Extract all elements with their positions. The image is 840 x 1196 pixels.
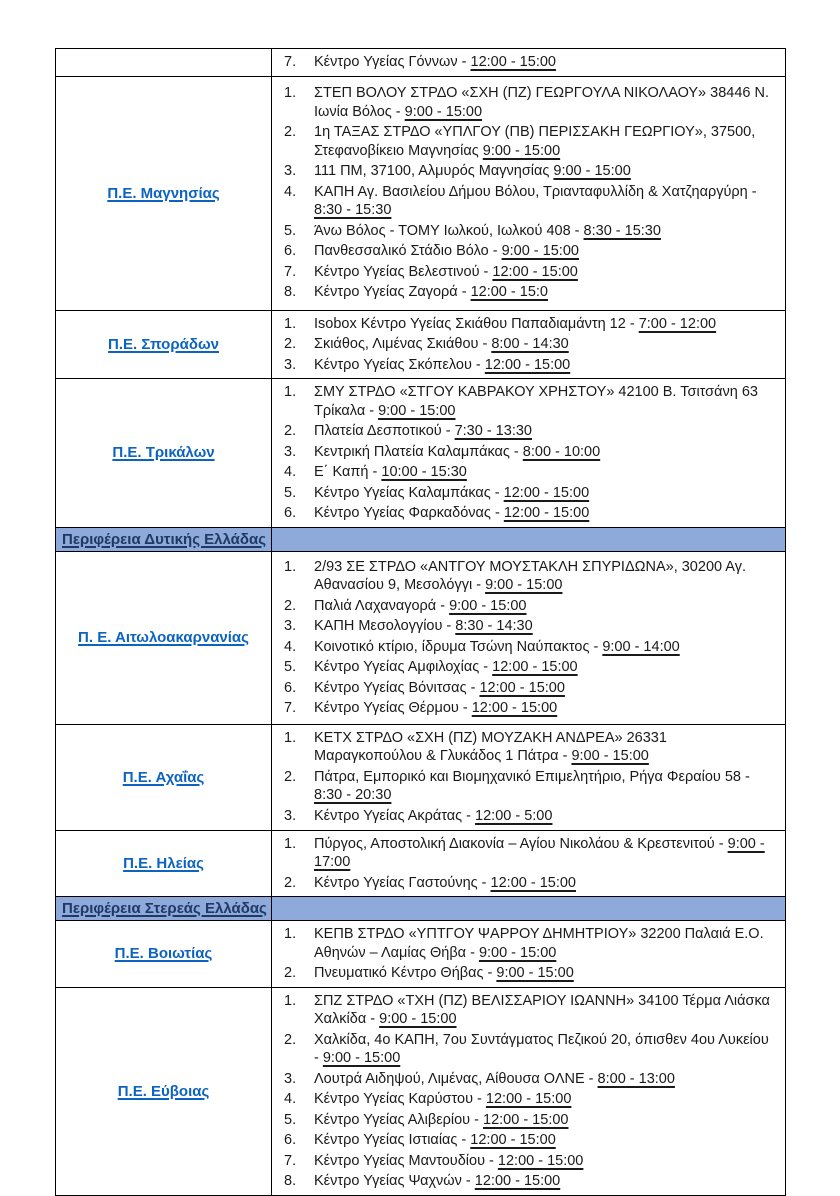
list-item xyxy=(284,123,777,160)
item-text xyxy=(314,1031,777,1068)
location-name: Κέντρο Υγείας Ακράτας - xyxy=(314,807,476,824)
item-number: 5. xyxy=(284,484,297,501)
location-name: ΣΜΥ ΣΤΡΔΟ «ΣΤΓΟΥ ΚΑΒΡΑΚΟΥ ΧΡΗΣΤΟΥ» 42100 Β. Τσιτσάνη 63 Τρίκαλα - xyxy=(314,384,758,419)
item-text xyxy=(314,597,777,616)
table-row xyxy=(56,987,785,1195)
item-number: 6. xyxy=(284,505,297,521)
location-name: 2/93 ΣΕ ΣΤΡΔΟ «ΑΝΤΓΟΥ ΜΟΥΣΤΑΚΛΗ ΣΠΥΡΙΔΩΝΑ», 30200 Αγ. Αθανασίου 9, Μεσολόγγι - xyxy=(314,558,746,593)
location-name: Πλατεία Δεσποτικού - xyxy=(314,423,455,439)
location-name: Πνευματικό Κέντρο Θήβας - xyxy=(314,965,497,981)
item-text xyxy=(314,558,777,595)
item-time: 8:30 - 15:30 xyxy=(314,202,392,219)
location-name: Κέντρο Υγείας Ζαγορά - xyxy=(314,284,471,301)
item-text xyxy=(314,53,777,72)
item-time: 12:00 - 15:00 xyxy=(484,356,571,373)
list-item xyxy=(284,807,777,826)
item-number: 1. xyxy=(284,729,297,746)
item-time: 10:00 - 15:30 xyxy=(381,464,467,480)
location-name: Κέντρο Υγείας Γαστούνης - xyxy=(314,874,491,891)
item-time: 9:00 - 15:00 xyxy=(496,965,574,981)
list-item xyxy=(284,263,777,282)
item-text xyxy=(314,874,777,893)
item-number: 2. xyxy=(284,874,297,891)
item-number: 1. xyxy=(284,835,297,852)
item-number: 8. xyxy=(284,284,297,301)
location-name: ΣΤΕΠ ΒΟΛΟΥ ΣΤΡΔΟ «ΣΧΗ (ΠΖ) ΓΕΩΡΓΟΥΛΑ ΝΙΚΟΛΑΟΥ» 38446 Ν. Ιωνία Βόλος - xyxy=(314,85,769,120)
region-link[interactable]: Π.Ε. Μαγνησίας xyxy=(107,184,220,202)
item-text xyxy=(314,964,777,983)
list-item xyxy=(284,1152,777,1171)
item-text xyxy=(314,222,777,241)
location-name: Κέντρο Υγείας Μαντουδίου - xyxy=(314,1152,498,1169)
location-name: ΚΕΤΧ ΣΤΡΔΟ «ΣΧΗ (ΠΖ) ΜΟΥΖΑΚΗ ΑΝΔΡΕΑ» 26331 Μαραγκοπούλου & Γλυκάδος 1 Πάτρα - xyxy=(314,729,667,765)
list-item xyxy=(284,1090,777,1109)
location-name: Κέντρο Υγείας Θέρμου - xyxy=(314,700,472,716)
item-number: 1. xyxy=(284,384,297,400)
item-number: 1. xyxy=(284,992,297,1009)
region-cell xyxy=(56,725,272,830)
item-number: 4. xyxy=(284,638,297,655)
location-name: Ε΄ Καπή - xyxy=(314,464,382,480)
item-text xyxy=(314,504,777,523)
list-item xyxy=(284,242,777,261)
item-number: 3. xyxy=(284,1070,297,1087)
item-number: 1. xyxy=(284,315,297,332)
list-item xyxy=(284,835,777,872)
location-name: Κέντρο Υγείας Αμφιλοχίας - xyxy=(314,659,493,675)
item-text xyxy=(314,123,777,160)
item-number: 3. xyxy=(284,618,297,634)
locations-cell xyxy=(272,311,785,379)
locations-cell xyxy=(272,831,785,897)
locations-cell xyxy=(272,552,785,724)
item-text xyxy=(314,638,777,657)
region-cell xyxy=(56,379,272,527)
list-item xyxy=(284,658,777,677)
item-time: 12:00 - 15:00 xyxy=(471,700,558,716)
band-label-cell xyxy=(56,528,272,551)
location-name: Παλιά Λαχαναγορά - xyxy=(314,597,450,614)
item-number: 7. xyxy=(284,700,297,716)
item-number: 4. xyxy=(284,1091,297,1107)
item-text xyxy=(314,1070,777,1089)
item-number: 3. xyxy=(284,356,297,373)
item-time: 7:30 - 13:30 xyxy=(454,423,532,439)
list-item xyxy=(284,558,777,595)
list-item xyxy=(284,617,777,636)
item-text xyxy=(314,183,777,220)
item-text xyxy=(314,335,777,354)
location-name: Κέντρο Υγείας Αλιβερίου - xyxy=(314,1111,484,1128)
item-time: 8:00 - 10:00 xyxy=(522,443,601,460)
item-time: 8:00 - 13:00 xyxy=(597,1070,675,1087)
list-item xyxy=(284,1131,777,1150)
list-item xyxy=(284,597,777,616)
item-number: 2. xyxy=(284,336,297,352)
item-text xyxy=(314,84,777,121)
list-item xyxy=(284,1031,777,1068)
locations-cell xyxy=(272,49,785,76)
list-item xyxy=(284,964,777,983)
item-number: 3. xyxy=(284,807,297,824)
item-time: 9:00 - 15:00 xyxy=(571,748,649,765)
location-name: Isobox Κέντρο Υγείας Σκιάθου Παπαδιαμάντη 12 - xyxy=(314,315,639,332)
location-name: Κέντρο Υγείας Καλαμπάκας - xyxy=(314,484,504,501)
table-row xyxy=(56,920,785,987)
band-label: Περιφέρεια Δυτικής Ελλάδας xyxy=(62,530,267,548)
list-item xyxy=(284,484,777,503)
item-text xyxy=(314,617,777,636)
item-number: 6. xyxy=(284,243,297,260)
location-name: Χαλκίδα, 4ο ΚΑΠΗ, 7ου Συντάγματος Πεζικού 20, όπισθεν 4ου Λυκείου - xyxy=(314,1031,769,1066)
list-item xyxy=(284,638,777,657)
item-time: 12:00 - 15:00 xyxy=(503,484,590,501)
band-label: Περιφέρεια Στερεάς Ελλάδας xyxy=(62,900,267,917)
list-item xyxy=(284,729,777,766)
item-text xyxy=(314,1090,777,1109)
item-number: 2. xyxy=(284,768,297,785)
vaccination-sites-table xyxy=(55,48,786,1196)
item-time: 7:00 - 12:00 xyxy=(638,315,717,332)
list-item xyxy=(284,183,777,220)
location-name: Κέντρο Υγείας Ψαχνών - xyxy=(314,1173,475,1189)
item-time: 9:00 - 15:00 xyxy=(553,163,631,180)
location-name: Κοινοτικό κτίριο, ίδρυμα Τσώνη Ναύπακτος - xyxy=(314,638,603,655)
list-item xyxy=(284,283,777,302)
item-number: 3. xyxy=(284,443,297,460)
region-link[interactable]: Π.Ε. Εύβοιας xyxy=(117,1082,210,1100)
list-item xyxy=(284,874,777,893)
item-number: 6. xyxy=(284,1132,297,1148)
list-item xyxy=(284,383,777,420)
item-time: 9:00 - 15:00 xyxy=(322,1050,401,1066)
region-cell xyxy=(56,77,272,310)
region-cell xyxy=(56,311,272,379)
item-time: 8:30 - 15:30 xyxy=(583,222,661,239)
item-number: 5. xyxy=(284,1111,297,1128)
location-name: Πανθεσσαλικό Στάδιο Βόλο - xyxy=(314,243,502,260)
table-row xyxy=(56,310,785,379)
location-name: Άνω Βόλος - ΤΟΜΥ Ιωλκού, Ιωλκού 408 - xyxy=(314,222,584,239)
item-time: 12:00 - 15:00 xyxy=(479,679,565,696)
location-name: Πύργος, Αποστολική Διακονία – Αγίου Νικολάου & Κρεστενιτού - xyxy=(314,835,728,852)
item-text xyxy=(314,356,777,375)
item-time: 9:00 - 14:00 xyxy=(602,638,680,655)
item-text xyxy=(314,283,777,302)
list-item xyxy=(284,315,777,334)
region-band-row xyxy=(56,527,785,551)
list-item xyxy=(284,53,777,72)
item-number: 4. xyxy=(284,183,297,200)
region-link[interactable]: Π. Ε. Αιτωλοακαρνανίας xyxy=(78,629,249,646)
item-time: 9:00 - 15:00 xyxy=(482,142,561,159)
location-name: Κέντρο Υγείας Σκόπελου - xyxy=(314,356,485,373)
location-name: ΚΕΠΒ ΣΤΡΔΟ «ΥΠΤΓΟΥ ΨΑΡΡΟΥ ΔΗΜΗΤΡΙΟΥ» 32200 Παλαιά Ε.Ο. Αθηνών – Λαμίας Θήβα - xyxy=(314,926,764,961)
item-number: 1. xyxy=(284,926,297,942)
list-item xyxy=(284,1070,777,1089)
location-name: ΣΠΖ ΣΤΡΔΟ «ΤΧΗ (ΠΖ) ΒΕΛΙΣΣΑΡΙΟΥ ΙΩΑΝΝΗ» 34100 Τέρμα Λιάσκα Χαλκίδα - xyxy=(314,992,770,1027)
item-number: 2. xyxy=(284,423,297,439)
item-text xyxy=(314,422,777,441)
item-number: 6. xyxy=(284,679,297,696)
item-text xyxy=(314,807,777,826)
item-text xyxy=(314,315,777,334)
item-time: 8:30 - 14:30 xyxy=(455,618,533,634)
locations-cell xyxy=(272,725,785,830)
item-time: 12:00 - 15:00 xyxy=(474,1173,561,1189)
location-name: ΚΑΠΗ Αγ. Βασιλείου Δήμου Βόλου, Τριανταφυλλίδη & Χατζηαργύρη - xyxy=(314,183,757,200)
location-name: ΚΑΠΗ Μεσολογγίου - xyxy=(314,618,456,634)
item-time: 9:00 - 15:00 xyxy=(378,402,456,419)
list-item xyxy=(284,422,777,441)
list-item xyxy=(284,679,777,698)
list-item xyxy=(284,222,777,241)
list-item xyxy=(284,162,777,181)
item-text xyxy=(314,263,777,282)
region-link[interactable]: Π.Ε. Βοιωτίας xyxy=(114,945,213,963)
location-name: Κέντρο Υγείας Βελεστινού - xyxy=(314,263,493,280)
item-time: 9:00 - 15:00 xyxy=(449,597,527,614)
locations-cell xyxy=(272,379,785,527)
region-cell xyxy=(56,921,272,987)
table-row xyxy=(56,551,785,724)
list-item xyxy=(284,504,777,523)
item-time: 12:00 - 15:00 xyxy=(490,874,576,891)
table-row xyxy=(56,378,785,527)
location-name: 111 ΠΜ, 37100, Αλμυρός Μαγνησίας xyxy=(314,163,554,180)
item-number: 2. xyxy=(284,1031,297,1048)
item-text xyxy=(314,925,777,962)
item-number: 1. xyxy=(284,558,297,575)
item-time: 9:00 - 15:00 xyxy=(404,103,483,120)
item-time: 12:00 - 15:00 xyxy=(485,1091,572,1107)
region-link[interactable]: Π.Ε. Αχαΐας xyxy=(122,768,205,786)
location-name: Κέντρο Υγείας Καρύστου - xyxy=(314,1091,486,1107)
location-name: Κεντρική Πλατεία Καλαμπάκας - xyxy=(314,443,523,460)
region-link[interactable]: Π.Ε. Τρικάλων xyxy=(112,444,215,462)
item-time: 12:00 - 15:00 xyxy=(492,659,578,675)
item-text xyxy=(314,242,777,261)
region-band-row xyxy=(56,896,785,920)
item-text xyxy=(314,383,777,420)
location-name: Κέντρο Υγείας Γόννων - xyxy=(314,54,471,70)
location-name: Σκιάθος, Λιμένας Σκιάθου - xyxy=(314,336,492,352)
item-number: 7. xyxy=(284,263,297,280)
item-text xyxy=(314,679,777,698)
item-text xyxy=(314,463,777,482)
band-empty-cell xyxy=(272,897,785,920)
item-number: 8. xyxy=(284,1173,297,1189)
item-number: 3. xyxy=(284,163,297,180)
item-text xyxy=(314,484,777,503)
band-label-cell xyxy=(56,897,272,920)
item-time: 12:00 - 15:00 xyxy=(483,1111,569,1128)
item-time: 8:30 - 20:30 xyxy=(314,787,392,804)
location-name: Λουτρά Αιδηψού, Λιμένας, Αίθουσα ΟΛΝΕ - xyxy=(314,1070,598,1087)
item-time: 9:00 - 17:00 xyxy=(314,835,765,870)
location-name: Κέντρο Υγείας Ιστιαίας - xyxy=(314,1132,471,1148)
item-text xyxy=(314,835,777,872)
locations-cell xyxy=(272,988,785,1195)
item-number: 2. xyxy=(284,124,297,141)
table-row xyxy=(56,76,785,310)
item-number: 5. xyxy=(284,222,297,239)
item-time: 9:00 - 15:00 xyxy=(478,944,557,961)
list-item xyxy=(284,699,777,718)
region-cell xyxy=(56,831,272,897)
item-time: 12:00 - 15:00 xyxy=(503,505,590,521)
item-time: 9:00 - 15:00 xyxy=(485,577,563,593)
region-link[interactable]: Π.Ε. Σποράδων xyxy=(108,335,219,353)
item-number: 5. xyxy=(284,659,297,675)
item-time: 8:00 - 14:30 xyxy=(491,336,569,352)
item-time: 12:00 - 5:00 xyxy=(475,807,553,824)
region-link[interactable]: Π.Ε. Ηλείας xyxy=(123,854,204,872)
item-text xyxy=(314,443,777,462)
location-name: Κέντρο Υγείας Φαρκαδόνας - xyxy=(314,505,504,521)
item-text xyxy=(314,1152,777,1171)
item-time: 12:00 - 15:0 xyxy=(470,284,548,301)
item-text xyxy=(314,658,777,677)
region-cell xyxy=(56,552,272,724)
item-text xyxy=(314,1111,777,1130)
item-number: 1. xyxy=(284,85,297,102)
item-number: 2. xyxy=(284,965,297,981)
item-time: 9:00 - 15:00 xyxy=(379,1011,457,1027)
item-text xyxy=(314,1131,777,1150)
item-number: 7. xyxy=(284,1152,297,1169)
band-empty-cell xyxy=(272,528,785,551)
item-time: 9:00 - 15:00 xyxy=(501,243,579,260)
item-text xyxy=(314,699,777,718)
location-name: Κέντρο Υγείας Βόνιτσας - xyxy=(314,679,480,696)
location-name: 1η ΤΑΞΑΣ ΣΤΡΔΟ «ΥΠΛΓΟΥ (ΠΒ) ΠΕΡΙΣΣΑΚΗ ΓΕΩΡΓΙΟΥ», 37500, Στεφανοβίκειο Μαγνησίας xyxy=(314,124,756,159)
item-time: 12:00 - 15:00 xyxy=(470,1132,556,1148)
table-row xyxy=(56,830,785,897)
item-number: 7. xyxy=(284,54,297,70)
item-text xyxy=(314,768,777,805)
table-row xyxy=(56,49,785,76)
item-text xyxy=(314,729,777,766)
list-item xyxy=(284,463,777,482)
item-text xyxy=(314,992,777,1029)
location-name: Πάτρα, Εμπορικό και Βιομηχανικό Επιμελητήριο, Ρήγα Φεραίου 58 - xyxy=(314,768,750,785)
list-item xyxy=(284,356,777,375)
list-item xyxy=(284,335,777,354)
item-number: 2. xyxy=(284,597,297,614)
locations-cell xyxy=(272,77,785,310)
region-cell xyxy=(56,988,272,1195)
list-item xyxy=(284,84,777,121)
list-item xyxy=(284,925,777,962)
list-item xyxy=(284,443,777,462)
item-text xyxy=(314,162,777,181)
list-item xyxy=(284,1111,777,1130)
locations-cell xyxy=(272,921,785,987)
item-time: 12:00 - 15:00 xyxy=(470,54,556,70)
list-item xyxy=(284,992,777,1029)
list-item xyxy=(284,768,777,805)
table-row xyxy=(56,724,785,830)
region-cell-empty xyxy=(56,49,272,76)
item-time: 12:00 - 15:00 xyxy=(492,263,578,280)
item-number: 4. xyxy=(284,464,297,480)
item-time: 12:00 - 15:00 xyxy=(497,1152,584,1169)
